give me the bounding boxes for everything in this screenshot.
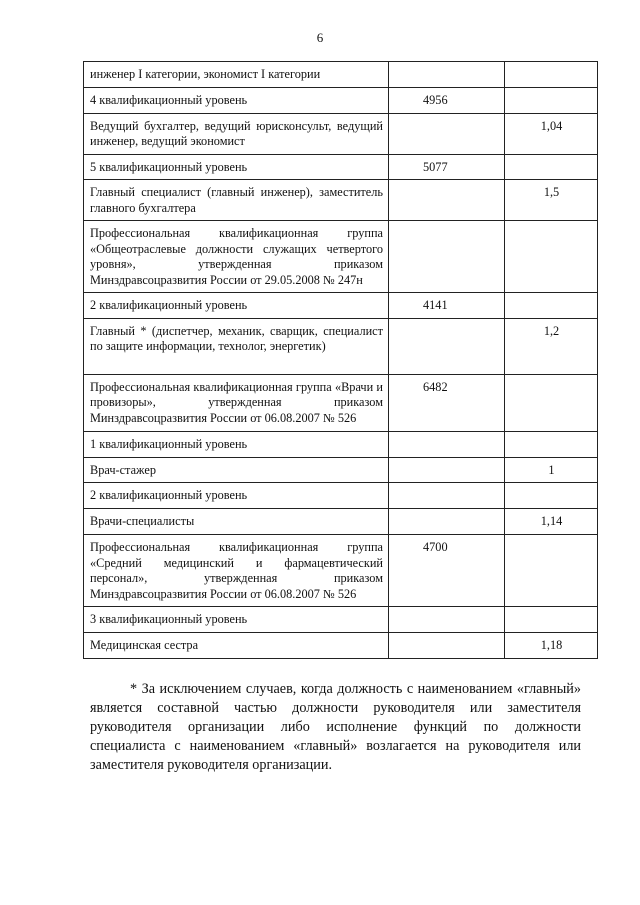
coefficient-cell: 1: [505, 457, 598, 483]
salary-cell: [389, 180, 505, 221]
salary-cell: [389, 509, 505, 535]
salary-cell: 4700: [389, 535, 505, 607]
salary-cell: 4956: [389, 87, 505, 113]
salary-cell: [389, 318, 505, 374]
page-number: 6: [316, 30, 324, 45]
coefficient-cell: [505, 221, 598, 293]
coefficient-cell: [505, 293, 598, 319]
table-row: [84, 509, 598, 535]
table-row: [84, 113, 598, 154]
position-cell: Главный * (диспетчер, механик, сварщик, специалист по защите информации, технолог, энергетик): [84, 318, 389, 374]
coefficient-cell: [505, 607, 598, 633]
position-cell: 3 квалификационный уровень: [84, 607, 389, 633]
coefficient-cell: [505, 154, 598, 180]
coefficient-cell: [505, 431, 598, 457]
position-cell: Ведущий бухгалтер, ведущий юрисконсульт, ведущий инженер, ведущий экономист: [84, 113, 389, 154]
coefficient-cell: [505, 87, 598, 113]
position-cell: 5 квалификационный уровень: [84, 154, 389, 180]
table-row: [84, 607, 598, 633]
footnote: * За исключением случаев, когда должность с наименованием «главный» является составной частью должности руководителя или заместителя руководителя организации либо исполнение функций по должности специалиста с наименованием «главный» возлагается на руководителя или заместителя руководителя организации.: [90, 681, 581, 773]
salary-cell: 5077: [389, 154, 505, 180]
table-row: [84, 374, 598, 431]
salary-cell: [389, 431, 505, 457]
position-cell: Профессиональная квалификационная группа «Врачи и провизоры», утвержденная приказом Минздравсоцразвития России от 06.08.2007 № 526: [84, 374, 389, 431]
position-cell: Профессиональная квалификационная группа «Средний медицинский и фармацевтический персонал», утвержденная приказом Минздравсоцразвития России от 06.08.2007 № 526: [84, 535, 389, 607]
salary-cell: [389, 483, 505, 509]
position-cell: Профессиональная квалификационная группа «Общеотраслевые должности служащих четвертого уровня», утвержденная приказом Минздравсоцразвития России от 29.05.2008 № 247н: [84, 221, 389, 293]
coefficient-cell: [505, 62, 598, 88]
salary-table: [83, 61, 598, 659]
position-cell: Главный специалист (главный инженер), заместитель главного бухгалтера: [84, 180, 389, 221]
salary-cell: [389, 457, 505, 483]
position-cell: 2 квалификационный уровень: [84, 293, 389, 319]
salary-cell: [389, 607, 505, 633]
coefficient-cell: 1,14: [505, 509, 598, 535]
table-row: [84, 318, 598, 374]
coefficient-cell: 1,04: [505, 113, 598, 154]
salary-cell: [389, 221, 505, 293]
position-cell: Медицинская сестра: [84, 633, 389, 659]
table-row: [84, 483, 598, 509]
table-row: [84, 535, 598, 607]
table-row: [84, 62, 598, 88]
table-row: [84, 180, 598, 221]
salary-cell: [389, 633, 505, 659]
coefficient-cell: [505, 535, 598, 607]
table-row: [84, 431, 598, 457]
position-cell: 2 квалификационный уровень: [84, 483, 389, 509]
table-row: [84, 633, 598, 659]
position-cell: Врач-стажер: [84, 457, 389, 483]
table-row: [84, 457, 598, 483]
table-row: [84, 293, 598, 319]
position-cell: инженер I категории, экономист I категории: [84, 62, 389, 88]
coefficient-cell: 1,2: [505, 318, 598, 374]
table-row: [84, 87, 598, 113]
position-cell: Врачи-специалисты: [84, 509, 389, 535]
coefficient-cell: 1,18: [505, 633, 598, 659]
salary-cell: 4141: [389, 293, 505, 319]
table-row: [84, 221, 598, 293]
salary-table-body: [84, 62, 598, 659]
coefficient-cell: [505, 483, 598, 509]
table-row: [84, 154, 598, 180]
salary-cell: 6482: [389, 374, 505, 431]
position-cell: 1 квалификационный уровень: [84, 431, 389, 457]
position-cell: 4 квалификационный уровень: [84, 87, 389, 113]
salary-cell: [389, 113, 505, 154]
salary-cell: [389, 62, 505, 88]
coefficient-cell: [505, 374, 598, 431]
coefficient-cell: 1,5: [505, 180, 598, 221]
